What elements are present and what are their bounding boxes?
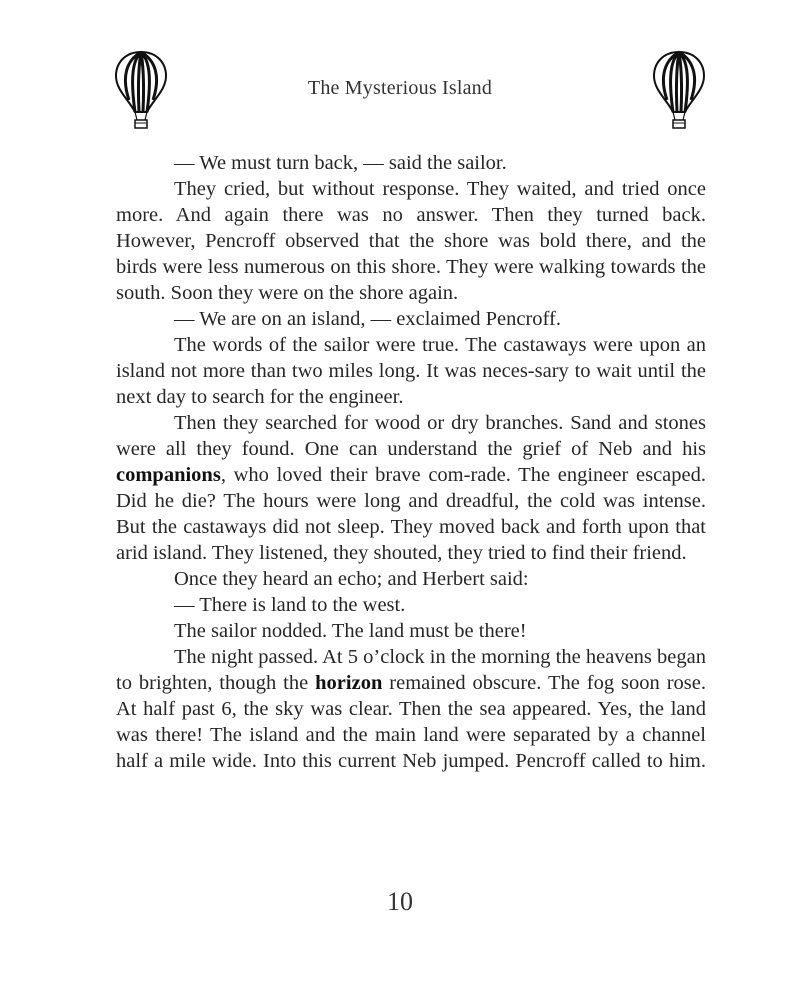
running-head-title: The Mysterious Island [307, 77, 493, 99]
paragraph-text: remained obscure. The fog soon rose. At half past 6, the sky was clear. Then the sea appeared. Yes, the land was there! The island and the main land were separated by a channel half a mile wide. Into this current Neb jumped. Pencroff called to him. [116, 672, 706, 772]
paragraph: Once they heard an echo; and Herbert said: [174, 568, 529, 590]
dialogue-paragraph: — We are on an island, — exclaimed Pencroff. [174, 308, 561, 330]
dialogue-paragraph: — There is land to the west. [174, 594, 406, 616]
paragraph: The sailor nodded. The land must be there! [174, 620, 527, 642]
dialogue-paragraph: — We must turn back, — said the sailor. [174, 152, 507, 174]
paragraph [116, 410, 706, 566]
paragraph: The words of the sailor were true. The castaways were upon an island not more than two miles long. It was neces-sary to wait until the next day to search for the engineer. [116, 334, 706, 408]
body-text [116, 150, 706, 774]
bold-word: horizon [315, 672, 383, 694]
paragraph-text: , who loved their brave com-rade. The engineer escaped. Did he die? The hours were long and dreadful, the cold was intense. But the castaways did not sleep. They moved back and forth upon that arid island. They listened, they shouted, they tried to find their friend. [116, 464, 706, 564]
paragraph [116, 644, 706, 774]
paragraph-text: Then they searched for wood or dry branches. Sand and stones were all they found. One can understand the grief of Neb and his [116, 412, 706, 460]
paragraph: They cried, but without response. They waited, and tried once more. And again there was no answer. Then they turned back. However, Pencroff observed that the shore was bold there, and the birds were less numerous on this shore. They were walking towards the south. Soon they were on the shore again. [116, 178, 706, 304]
hot-air-balloon-icon [651, 50, 707, 130]
page-number: 10 [387, 887, 413, 916]
bold-word: companions [116, 464, 221, 486]
paragraph-text: The night passed. At 5 o’clock in the morning the heavens began to brighten, though the [116, 646, 706, 694]
